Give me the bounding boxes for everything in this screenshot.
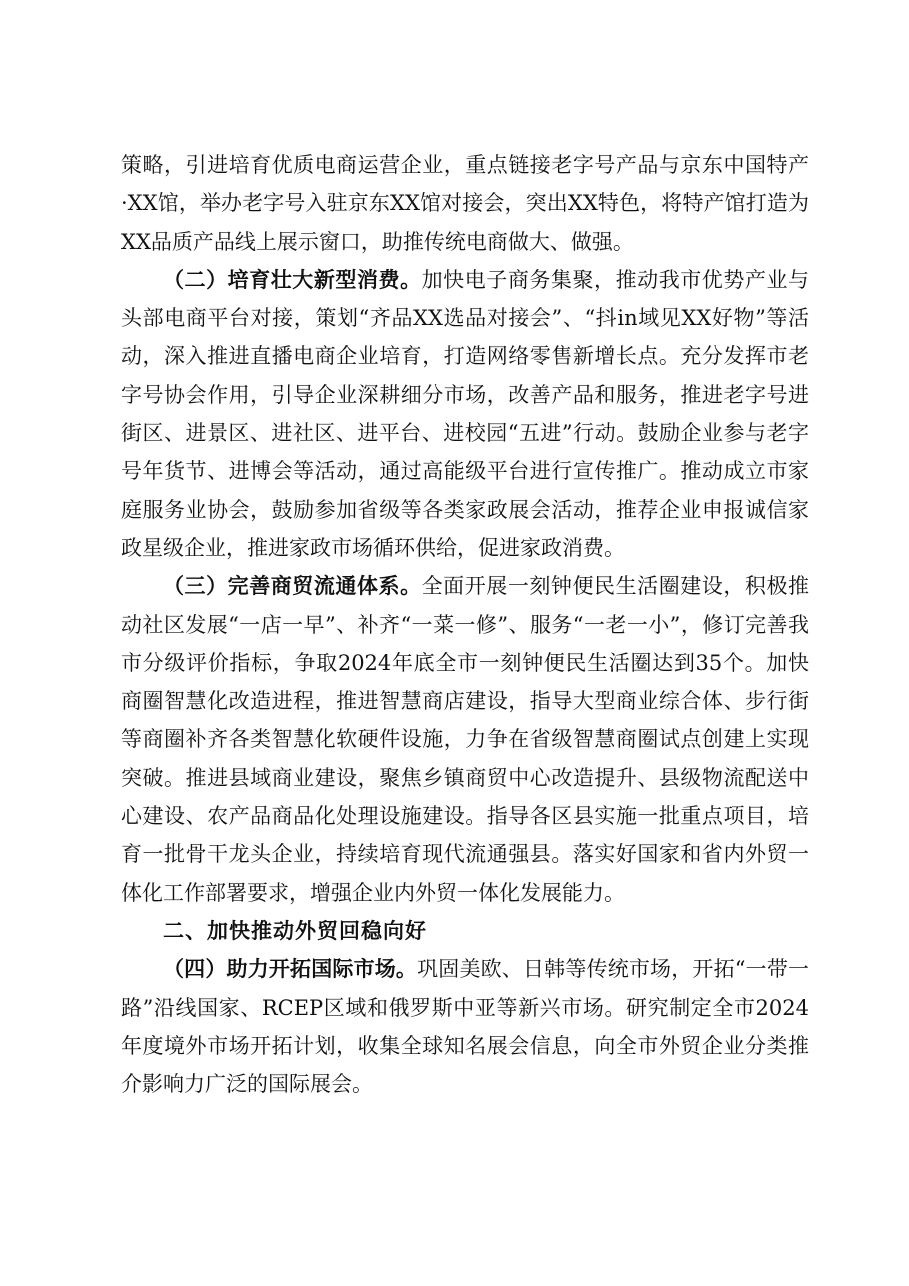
paragraph-body-commerce-circulation: 全面开展一刻钟便民生活圈建设，积极推动社区发展“一店一早”、补齐“一菜一修”、服务“一老一小”，修订完善我市分级评价指标，争取2024年底全市一刻钟便民生活圈达到35个。加快商圈智慧化改造进程，推进智慧商店建设，指导大型商业综合体、步行街等商圈补齐各类智慧化软硬件设施，力争在省级智慧商圈试点创建上实现突破。推进县域商业建设，聚焦乡镇商贸中心改造提升、县级物流配送中心建设、农产品商品化处理设施建设。指导各区县实施一批重点项目，培育一批骨干龙头企业，持续培育现代流通强县。落实好国家和省内外贸一体化工作部署要求，增强企业内外贸一体化发展能力。 (121, 574, 810, 905)
document-body (121, 146, 809, 1103)
paragraph-body-new-consumption: 加快电子商务集聚，推动我市优势产业与头部电商平台对接，策划“齐品XX选品对接会”、“抖in域见XX好物”等活动，深入推进直播电商企业培育，打造网络零售新增长点。充分发挥市老字号协会作用，引导企业深耕细分市场，改善产品和服务，推进老字号进街区、进景区、进社区、进平台、进校园“五进”行动。鼓励企业参与老字号年货节、进博会等活动，通过高能级平台进行宣传推广。推动成立市家庭服务业协会，鼓励参加省级等各类家政展会活动，推荐企业申报诚信家政星级企业，推进家政市场循环供给，促进家政消费。 (121, 267, 810, 560)
section-heading: 二、加快推动外贸回稳向好 (163, 918, 427, 943)
paragraph-lead-new-consumption: （二）培育壮大新型消费。 (163, 266, 422, 292)
paragraph-lead-international-market: （四）助力开拓国际市场。 (163, 956, 418, 982)
paragraph-international-market (121, 950, 809, 1103)
paragraph-new-consumption (121, 261, 809, 567)
paragraph-lead-commerce-circulation: （三）完善商贸流通体系。 (163, 573, 422, 599)
paragraph-commerce-circulation (121, 567, 809, 912)
paragraph-continuation: 策略，引进培育优质电商运营企业，重点链接老字号产品与京东中国特产·XX馆，举办老字号入驻京东XX馆对接会，突出XX特色，将特产馆打造为XX品质产品线上展示窗口，助推传统电商做大、做强。 (121, 153, 809, 254)
paragraph-body-international-market: 巩固美欧、日韩等传统市场，开拓“一带一路”沿线国家、RCEP区域和俄罗斯中亚等新兴市场。研究制定全市2024年度境外市场开拓计划，收集全球知名展会信息，向全市外贸企业分类推介影响力广泛的国际展会。 (121, 957, 810, 1097)
